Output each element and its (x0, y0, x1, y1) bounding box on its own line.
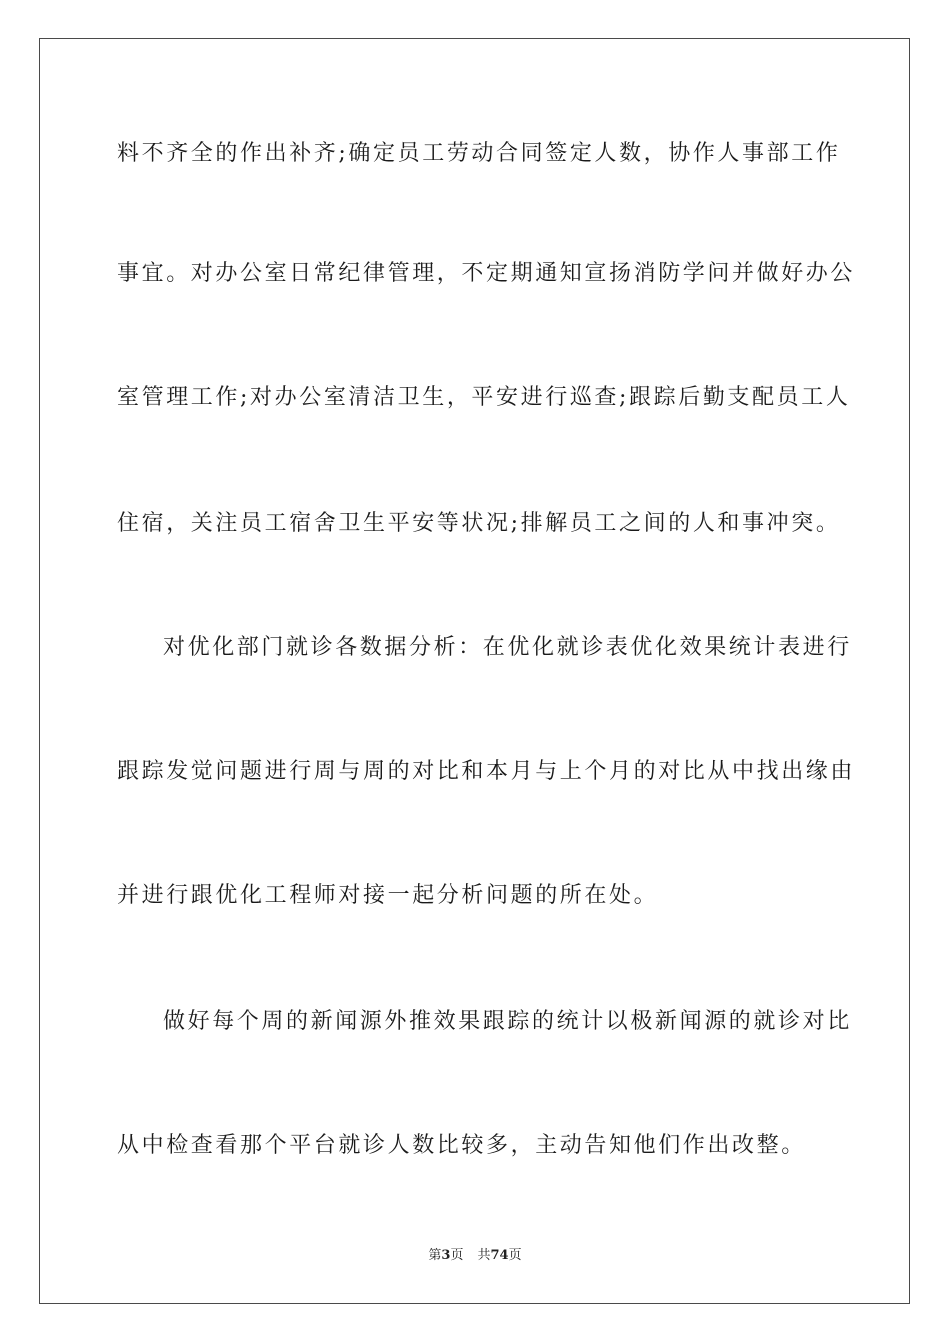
paragraph-3-line-1: 做好每个周的新闻源外推效果跟踪的统计以极新闻源的就诊对比 (163, 1009, 852, 1034)
page-border (39, 38, 910, 1304)
body-text-line-4: 住宿，关注员工宿舍卫生平安等状况;排解员工之间的人和事冲突。 (117, 511, 841, 536)
page-number: 3 (441, 1248, 451, 1263)
paragraph-2-line-1: 对优化部门就诊各数据分析：在优化就诊表优化效果统计表进行 (163, 635, 852, 660)
paragraph-2-line-3: 并进行跟优化工程师对接一起分析问题的所在处。 (117, 883, 659, 908)
body-text-line-1: 料不齐全的作出补齐;确定员工劳动合同签定人数，协作人事部工作 (117, 141, 841, 166)
page-prefix: 第 (428, 1248, 442, 1263)
page-suffix: 页 (450, 1248, 464, 1263)
total-prefix: 共 (477, 1248, 491, 1263)
paragraph-3-line-2: 从中检查看那个平台就诊人数比较多，主动告知他们作出改整。 (117, 1133, 806, 1158)
body-text-line-2: 事宜。对办公室日常纪律管理，不定期通知宣扬消防学问并做好办公 (117, 261, 856, 286)
page-footer (0, 1247, 950, 1265)
body-text-line-3: 室管理工作;对办公室清洁卫生，平安进行巡查;跟踪后勤支配员工人 (117, 385, 851, 410)
total-suffix: 页 (508, 1248, 522, 1263)
total-pages: 74 (490, 1248, 509, 1263)
paragraph-2-line-2: 跟踪发觉问题进行周与周的对比和本月与上个月的对比从中找出缘由 (117, 759, 856, 784)
